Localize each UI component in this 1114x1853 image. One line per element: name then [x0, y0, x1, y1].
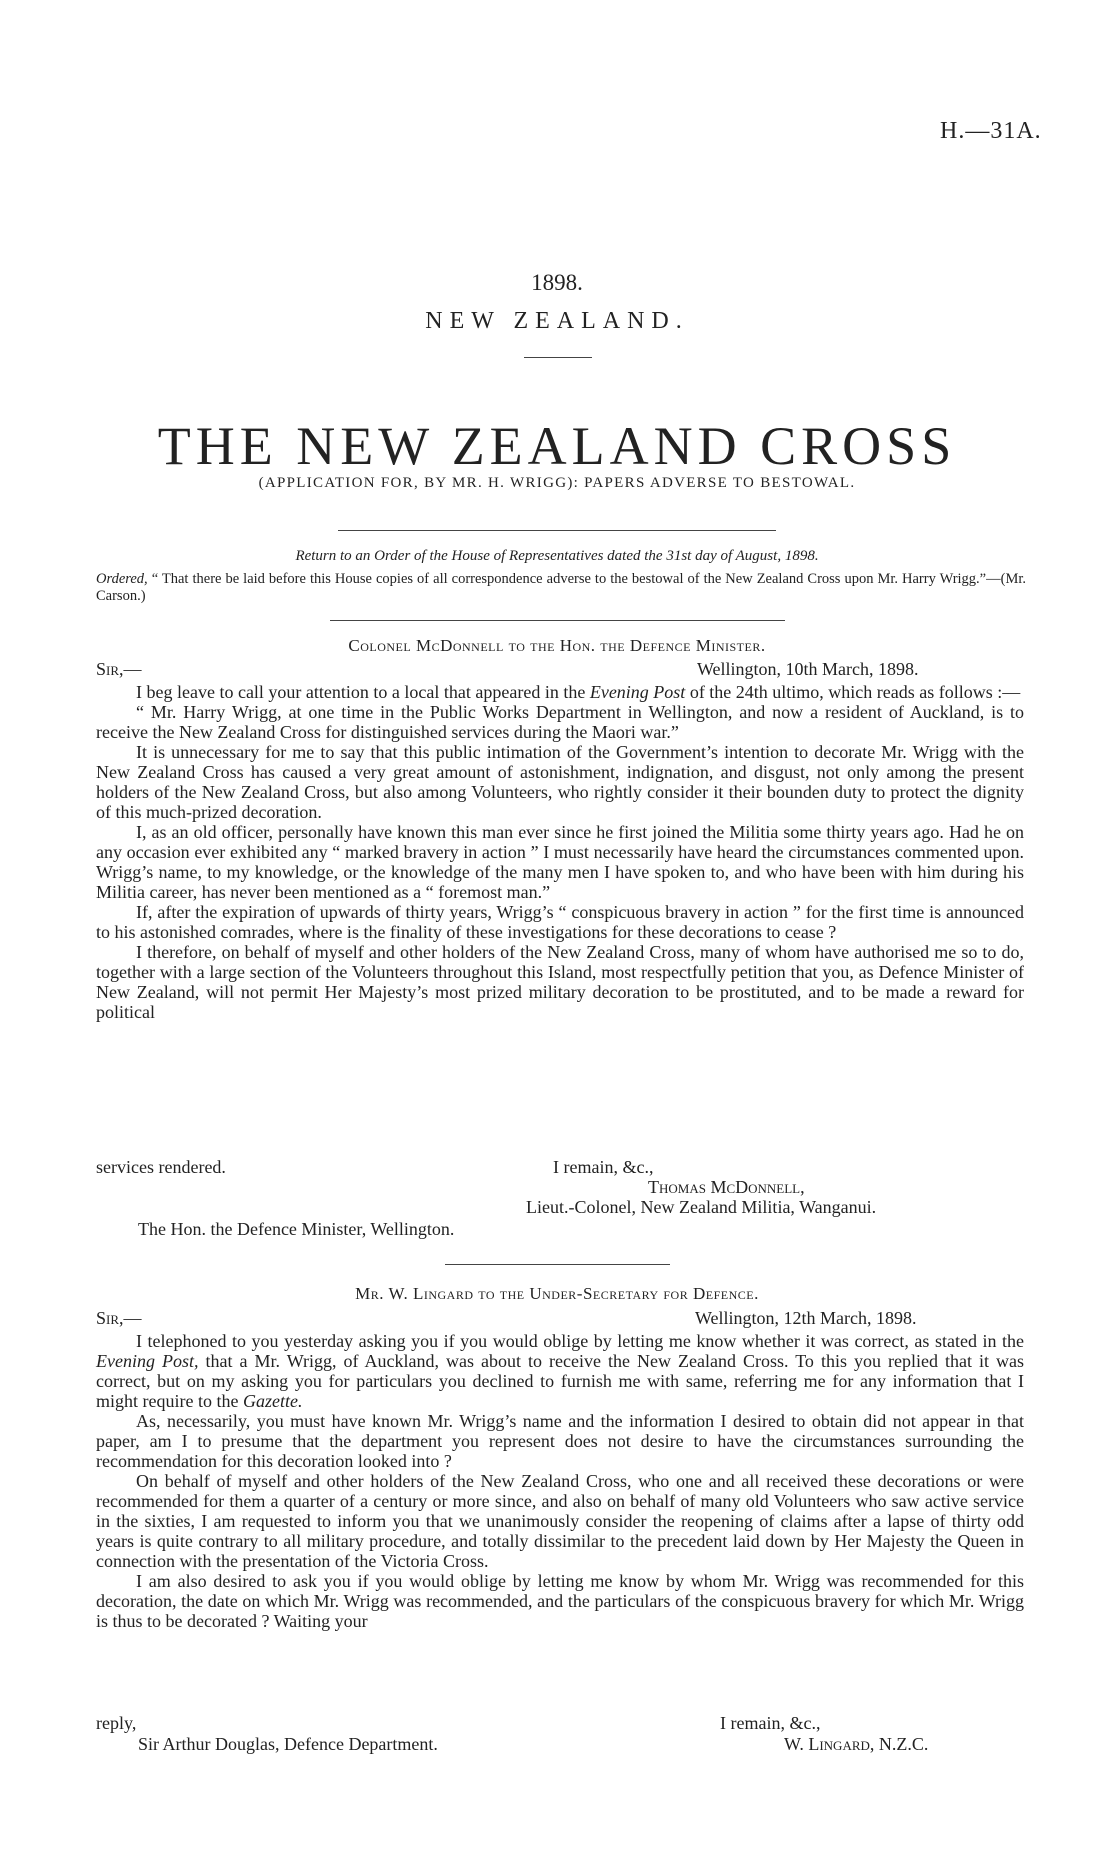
ordered-body: “ That there be laid before this House copies of all correspondence adverse to the bestowal of the New Zealand Cross upon Mr. Harry Wrigg.”—(Mr. Carson.)	[96, 571, 1026, 604]
letter2-paragraph: As, necessarily, you must have known Mr. Wrigg’s name and the information I desired to obtain did not appear in that paper, am I to presume that the department you represent does not desire to have the circumstances surrounding the recommendation for this decoration looked into ?	[96, 1411, 1024, 1471]
letter1-closing: I remain, &c.,	[553, 1157, 654, 1177]
letter1-paragraph: I, as an old officer, personally have known this man ever since he first joined the Militia some thirty years ago. Had he on any occasion ever exhibited any “ marked bravery in action ” I must necessarily have heard the circumstances commented upon. Wrigg’s name, to my knowledge, or the knowledge of the many men I have spoken to, and who have been with him during his Militia career, has never been mentioned as a “ foremost man.”	[96, 822, 1024, 902]
letter1-dateline: Wellington, 10th March, 1898.	[697, 659, 919, 679]
divider	[445, 1264, 670, 1265]
letter1-paragraph: I therefore, on behalf of myself and other holders of the New Zealand Cross, many of whom have authorised me so to do, together with a large section of the Volunteers throughout this Island, most respectfully petition that you, as Defence Minister of New Zealand, will not permit Her Majesty’s most prized military decoration to be prostituted, and to be made a reward for political	[96, 942, 1024, 1022]
letter1-rank: Lieut.-Colonel, New Zealand Militia, Wanganui.	[526, 1197, 877, 1217]
text-run: I beg leave to call your attention to a local that appeared in the	[136, 682, 590, 702]
year: 1898.	[531, 270, 583, 295]
ordered-text	[96, 571, 1026, 605]
letter1-body	[96, 682, 1024, 1022]
document-title: THE NEW ZEALAND CROSS	[157, 416, 957, 476]
country-heading: NEW ZEALAND.	[425, 308, 689, 334]
letter2-salutation: Sir,—	[96, 1308, 142, 1328]
paper-reference: H.—31A.	[940, 118, 1042, 144]
divider	[524, 357, 592, 358]
document-subtitle: (APPLICATION FOR, BY MR. H. WRIGG): PAPERS ADVERSE TO BESTOWAL.	[258, 475, 856, 491]
text-run: I telephoned to you yesterday asking you if you would oblige by letting me know whether it was correct, as stated in the	[136, 1331, 1024, 1351]
letter1-quote: “ Mr. Harry Wrigg, at one time in the Public Works Department in Wellington, and now a resident of Auckland, is to receive the New Zealand Cross for distinguished services during the Maori war.”	[96, 702, 1024, 742]
publication-name: Gazette.	[242, 1391, 303, 1411]
letter2-closing: I remain, &c.,	[720, 1713, 821, 1733]
divider	[330, 620, 785, 621]
letter1-salutation: Sir,—	[96, 659, 142, 679]
letter1-paragraph: It is unnecessary for me to say that this public intimation of the Government’s intention to decorate Mr. Wrigg with the New Zealand Cross has caused a very great amount of astonishment, indignation, and disgust, not only among the present holders of the New Zealand Cross, but also among Volunteers, who rightly consider it their bounden duty to protect the dignity of this much-prized decoration.	[96, 742, 1024, 822]
letter1-signature: Thomas McDonnell,	[648, 1177, 805, 1197]
return-order-line: Return to an Order of the House of Representatives dated the 31st day of August, 1898.	[295, 548, 819, 564]
letter1-addressee: The Hon. the Defence Minister, Wellington.	[138, 1219, 455, 1239]
publication-name: Evening Post,	[96, 1351, 199, 1371]
divider	[338, 530, 776, 531]
letter1-last-line: services rendered.	[96, 1157, 226, 1177]
letter2-paragraph: I am also desired to ask you if you would oblige by letting me know by whom Mr. Wrigg was recommended for this decoration, the date on which Mr. Wrigg was recommended, and the particulars of the conspicuous bravery for which Mr. Wrigg is thus to be decorated ? Waiting your	[96, 1571, 1024, 1631]
text-run: that a Mr. Wrigg, of Auckland, was about to receive the New Zealand Cross. To this you replied that it was correct, but on my asking you for particulars you declined to furnish me with same, referring me for any information that I might require to the	[96, 1351, 1024, 1411]
letter1-paragraph	[96, 682, 1024, 702]
publication-name: Evening Post	[589, 682, 686, 702]
ordered-label: Ordered,	[96, 571, 148, 587]
letter1-heading: Colonel McDonnell to the Hon. the Defence Minister.	[348, 636, 766, 655]
text-run: of the 24th ultimo, which reads as follows :—	[685, 682, 1021, 702]
letter2-body	[96, 1331, 1024, 1631]
letter2-paragraph	[96, 1331, 1024, 1411]
letter2-last-line: reply,	[96, 1713, 137, 1733]
letter2-dateline: Wellington, 12th March, 1898.	[695, 1308, 917, 1328]
letter2-addressee: Sir Arthur Douglas, Defence Department.	[138, 1734, 438, 1754]
letter2-signature: W. Lingard, N.Z.C.	[784, 1734, 929, 1754]
letter2-paragraph: On behalf of myself and other holders of the New Zealand Cross, who one and all received these decorations or were recommended for them a quarter of a century or more since, and also on behalf of many old Volunteers who saw active service in the sixties, I am requested to inform you that we unanimously consider the reopening of claims after a lapse of thirty odd years is quite contrary to all military procedure, and totally dissimilar to the precedent laid down by Her Majesty the Queen in connection with the presentation of the Victoria Cross.	[96, 1471, 1024, 1571]
letter2-heading: Mr. W. Lingard to the Under-Secretary for Defence.	[355, 1284, 759, 1303]
letter1-paragraph: If, after the expiration of upwards of thirty years, Wrigg’s “ conspicuous bravery in action ” for the first time is announced to his astonished comrades, where is the finality of these investigations for these decorations to cease ?	[96, 902, 1024, 942]
